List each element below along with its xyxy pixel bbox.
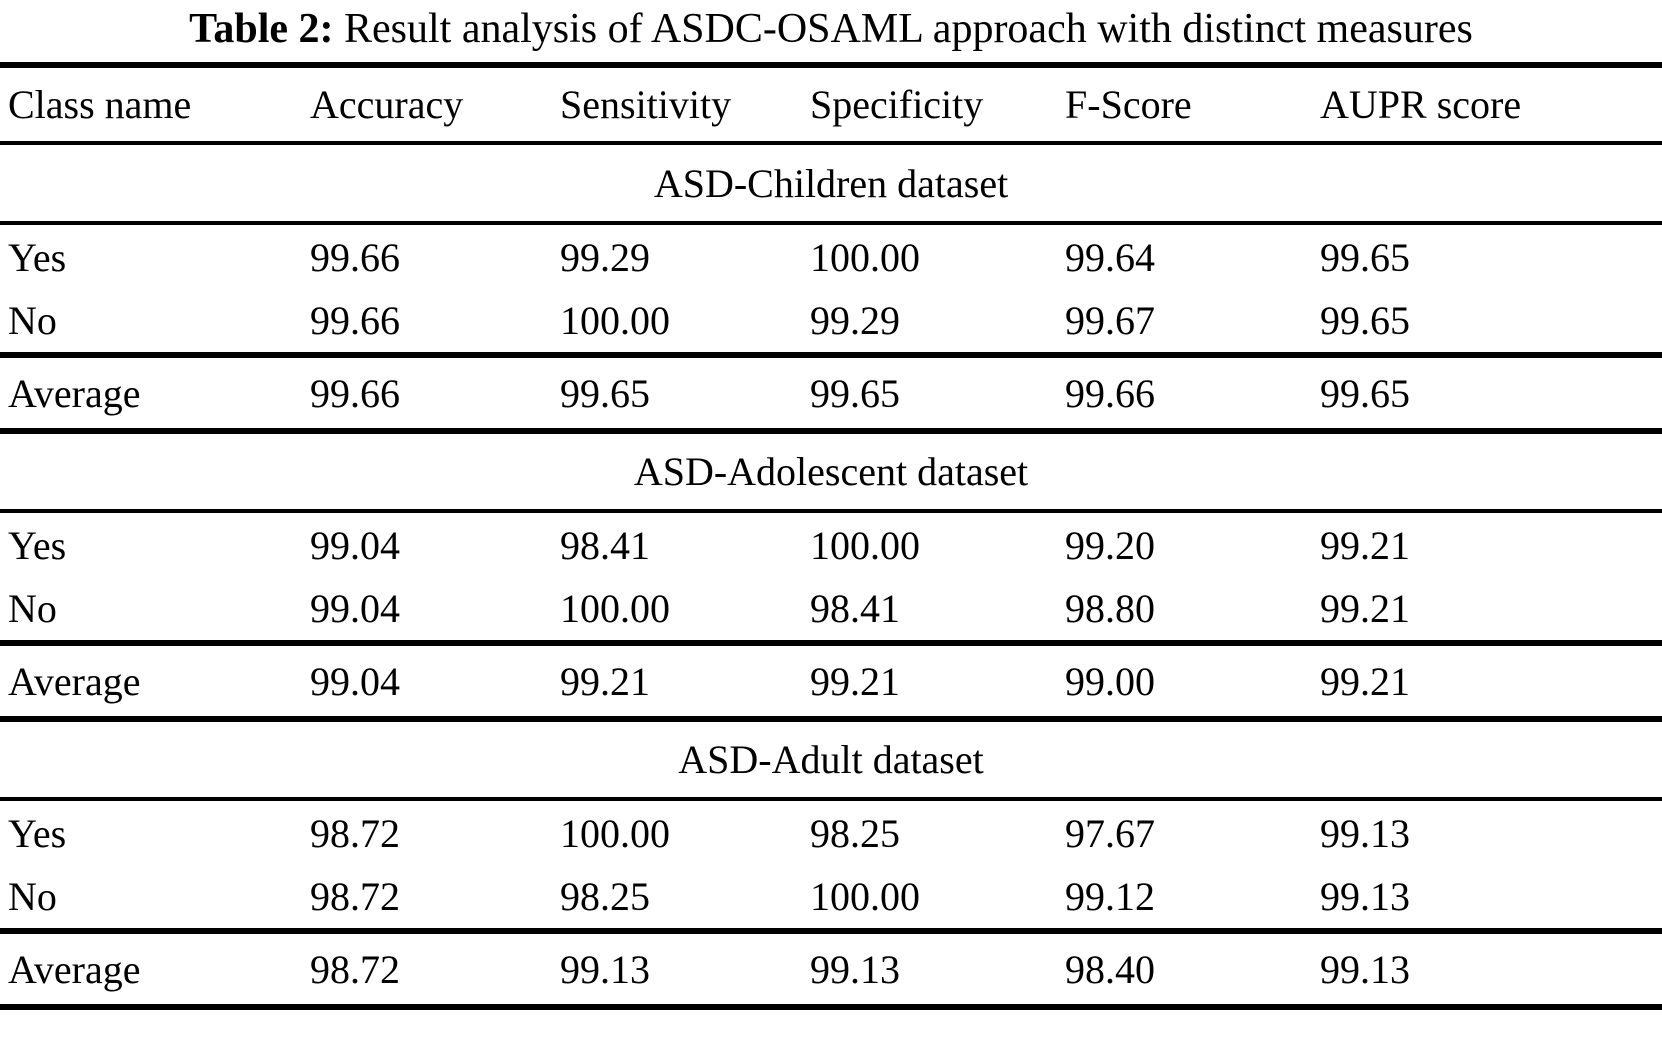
column-header-aupr-score: AUPR score bbox=[1320, 82, 1522, 127]
dataset-name: ASD-Adult dataset bbox=[678, 737, 984, 782]
accuracy-cell: 99.04 bbox=[310, 658, 400, 704]
aupr-score-cell: 99.13 bbox=[1320, 874, 1410, 919]
sensitivity-cell: 99.21 bbox=[560, 658, 650, 704]
accuracy-cell: 99.66 bbox=[310, 298, 400, 343]
table-row bbox=[0, 577, 1662, 643]
accuracy-cell: 99.04 bbox=[310, 522, 400, 568]
table-caption-text: Result analysis of ASDC-OSAML approach with distinct measures bbox=[344, 6, 1473, 52]
results-table bbox=[0, 62, 1662, 1010]
accuracy-cell: 98.72 bbox=[310, 946, 400, 992]
f-score-cell: 98.40 bbox=[1065, 946, 1155, 992]
f-score-cell: 99.00 bbox=[1065, 658, 1155, 704]
f-score-cell: 99.66 bbox=[1065, 370, 1155, 416]
class-name-cell: No bbox=[8, 586, 57, 631]
section-asd-adult bbox=[0, 719, 1662, 1007]
class-name-cell: Yes bbox=[8, 522, 67, 568]
table-row bbox=[0, 289, 1662, 355]
section-header-row bbox=[0, 143, 1662, 223]
class-name-cell: Average bbox=[8, 658, 141, 704]
class-name-cell: Yes bbox=[8, 810, 67, 856]
section-asd-children bbox=[0, 143, 1662, 431]
class-name-cell: Yes bbox=[8, 234, 67, 280]
column-header-f-score: F-Score bbox=[1065, 82, 1192, 127]
sensitivity-cell: 98.41 bbox=[560, 522, 650, 568]
column-header-sensitivity: Sensitivity bbox=[560, 82, 732, 127]
aupr-score-cell: 99.21 bbox=[1320, 658, 1410, 704]
table-row bbox=[0, 223, 1662, 289]
aupr-score-cell: 99.65 bbox=[1320, 370, 1410, 416]
f-score-cell: 99.64 bbox=[1065, 234, 1155, 280]
column-header-class-name: Class name bbox=[8, 82, 192, 127]
f-score-cell: 97.67 bbox=[1065, 810, 1155, 856]
aupr-score-cell: 99.65 bbox=[1320, 234, 1410, 280]
table-row-average bbox=[0, 643, 1662, 719]
table-row-average bbox=[0, 355, 1662, 431]
specificity-cell: 100.00 bbox=[810, 874, 920, 919]
section-header-row bbox=[0, 719, 1662, 799]
f-score-cell: 99.12 bbox=[1065, 874, 1155, 919]
f-score-cell: 99.20 bbox=[1065, 522, 1155, 568]
aupr-score-cell: 99.13 bbox=[1320, 810, 1410, 856]
specificity-cell: 100.00 bbox=[810, 234, 920, 280]
specificity-cell: 99.65 bbox=[810, 370, 900, 416]
sensitivity-cell: 100.00 bbox=[560, 586, 670, 631]
dataset-name: ASD-Children dataset bbox=[653, 160, 1009, 206]
class-name-cell: Average bbox=[8, 946, 141, 992]
table-row bbox=[0, 511, 1662, 577]
sensitivity-cell: 98.25 bbox=[560, 874, 650, 919]
class-name-cell: No bbox=[8, 874, 57, 919]
table-row bbox=[0, 865, 1662, 931]
sensitivity-cell: 100.00 bbox=[560, 810, 670, 856]
column-header-specificity: Specificity bbox=[810, 82, 984, 127]
aupr-score-cell: 99.13 bbox=[1320, 946, 1410, 992]
accuracy-cell: 98.72 bbox=[310, 874, 400, 919]
sensitivity-cell: 99.29 bbox=[560, 234, 650, 280]
accuracy-cell: 99.66 bbox=[310, 234, 400, 280]
specificity-cell: 99.13 bbox=[810, 946, 900, 992]
accuracy-cell: 98.72 bbox=[310, 810, 400, 856]
specificity-cell: 98.41 bbox=[810, 586, 900, 631]
sensitivity-cell: 99.65 bbox=[560, 370, 650, 416]
table-caption-label: Table 2: bbox=[189, 6, 334, 52]
table-row bbox=[0, 799, 1662, 865]
f-score-cell: 99.67 bbox=[1065, 298, 1155, 343]
aupr-score-cell: 99.21 bbox=[1320, 522, 1410, 568]
section-header-row bbox=[0, 431, 1662, 511]
sensitivity-cell: 100.00 bbox=[560, 298, 670, 343]
accuracy-cell: 99.66 bbox=[310, 370, 400, 416]
sensitivity-cell: 99.13 bbox=[560, 946, 650, 992]
table-row-average bbox=[0, 931, 1662, 1007]
aupr-score-cell: 99.65 bbox=[1320, 298, 1410, 343]
specificity-cell: 99.29 bbox=[810, 298, 900, 343]
accuracy-cell: 99.04 bbox=[310, 586, 400, 631]
column-header-row bbox=[0, 65, 1662, 143]
specificity-cell: 100.00 bbox=[810, 522, 920, 568]
specificity-cell: 98.25 bbox=[810, 810, 900, 856]
aupr-score-cell: 99.21 bbox=[1320, 586, 1410, 631]
section-asd-adolescent bbox=[0, 431, 1662, 719]
f-score-cell: 98.80 bbox=[1065, 586, 1155, 631]
dataset-name: ASD-Adolescent dataset bbox=[633, 449, 1029, 494]
specificity-cell: 99.21 bbox=[810, 658, 900, 704]
class-name-cell: No bbox=[8, 298, 57, 343]
table-caption bbox=[0, 0, 1662, 62]
column-header-accuracy: Accuracy bbox=[310, 82, 464, 127]
class-name-cell: Average bbox=[8, 370, 141, 416]
